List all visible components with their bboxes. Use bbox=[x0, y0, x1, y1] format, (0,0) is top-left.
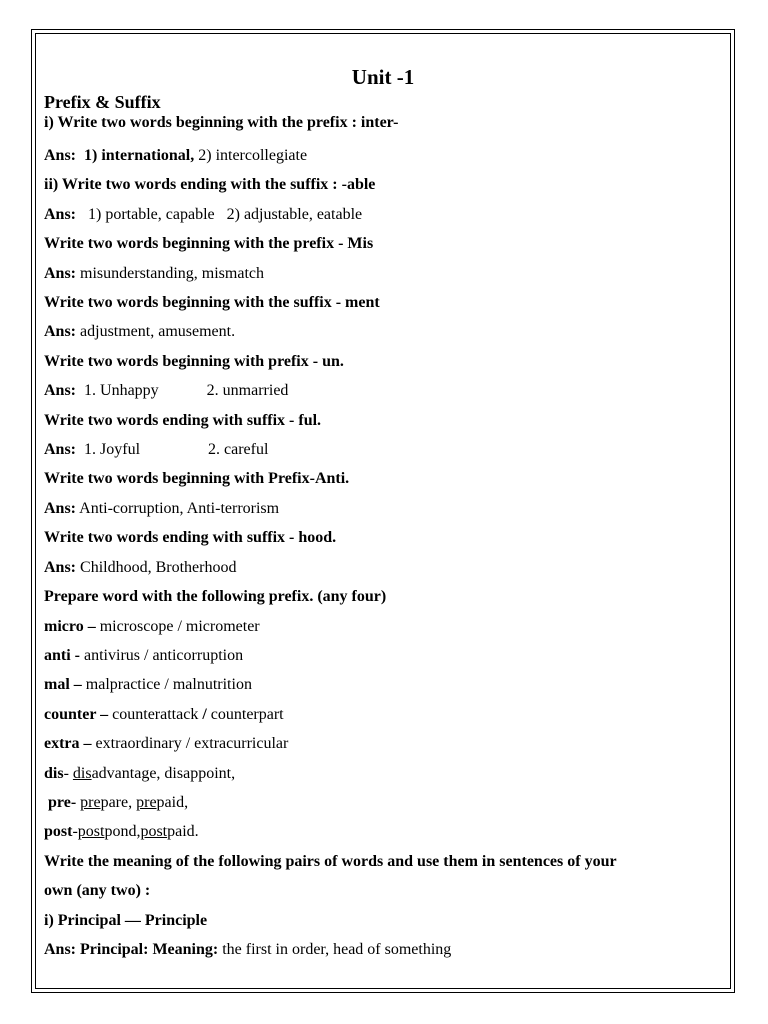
document-line bbox=[44, 317, 712, 346]
text-run: 2) intercollegiate bbox=[198, 147, 308, 164]
document-line bbox=[44, 229, 712, 258]
document-line bbox=[44, 435, 712, 464]
bold-text: extra – bbox=[44, 735, 96, 753]
text-run: the first in order, head of something bbox=[218, 940, 452, 958]
bold-text: Ans: bbox=[44, 382, 77, 400]
document-line bbox=[44, 464, 712, 493]
bold-text: Write two words ending with suffix - hood. bbox=[44, 529, 337, 547]
text-run: extraordinary / extracurricular bbox=[95, 735, 289, 753]
text-run: paid. bbox=[167, 823, 199, 841]
bold-text: Ans: bbox=[44, 264, 77, 282]
bold-text: ii) Write two words ending with the suffix : -able bbox=[44, 176, 376, 194]
text-run: misunderstanding, mismatch bbox=[76, 264, 264, 282]
text-run: malpractice / malnutrition bbox=[85, 676, 252, 694]
text-run: 1. Joyful 2. careful bbox=[76, 441, 269, 459]
document-line bbox=[44, 170, 712, 199]
bold-text: Write two words ending with suffix - ful. bbox=[44, 411, 322, 429]
text-run: antivirus / anticorruption bbox=[84, 646, 244, 664]
document-line bbox=[44, 847, 712, 876]
bold-text: Write two words beginning with the prefix - Mis bbox=[44, 235, 374, 253]
bold-text: / bbox=[202, 705, 207, 723]
bold-text: anti - bbox=[44, 646, 84, 664]
document-line bbox=[44, 935, 712, 964]
underlined-text: post bbox=[140, 823, 168, 841]
document-line bbox=[44, 141, 712, 170]
document-line bbox=[44, 788, 712, 817]
text-run: - bbox=[63, 764, 73, 782]
document-line bbox=[44, 259, 712, 288]
document-line bbox=[44, 406, 712, 435]
bold-text: post bbox=[44, 823, 73, 841]
underlined-text: pre bbox=[136, 793, 157, 811]
underlined-text: dis bbox=[72, 764, 92, 782]
document-line bbox=[44, 700, 712, 729]
document-line bbox=[44, 582, 712, 611]
text-run: Anti-corruption, Anti-terrorism bbox=[76, 499, 280, 517]
text-run: paid, bbox=[156, 793, 189, 811]
document-line bbox=[44, 523, 712, 552]
document-line bbox=[44, 759, 712, 788]
bold-text: Write two words beginning with the suffix - ment bbox=[44, 294, 380, 312]
bold-text: micro – bbox=[44, 617, 100, 635]
bold-text: Ans: 1) international, bbox=[44, 147, 199, 164]
document-line bbox=[44, 200, 712, 229]
document-line bbox=[44, 553, 712, 582]
text-run: pare, bbox=[100, 793, 137, 811]
document-line bbox=[44, 906, 712, 935]
underlined-text: pre bbox=[80, 793, 101, 811]
text-run: adjustment, amusement. bbox=[76, 323, 236, 341]
text-run: counterpart bbox=[206, 705, 284, 723]
text-run: 1. Unhappy 2. unmarried bbox=[76, 382, 289, 400]
bold-text: Write the meaning of the following pairs of words and use them in sentences of your bbox=[44, 852, 617, 870]
text-run: counterattack bbox=[112, 705, 203, 723]
document-line bbox=[44, 112, 712, 134]
text-run: microscope / micrometer bbox=[99, 617, 260, 635]
bold-text: dis bbox=[44, 764, 64, 782]
document-line bbox=[44, 817, 712, 846]
text-run: Childhood, Brotherhood bbox=[76, 558, 237, 576]
bold-text: Ans: bbox=[44, 441, 77, 459]
text-run: advantage, disappoint, bbox=[91, 764, 236, 782]
document-line bbox=[44, 347, 712, 376]
bold-text: pre- bbox=[44, 793, 81, 811]
document-lines bbox=[44, 112, 712, 964]
document-content bbox=[44, 62, 712, 964]
document-line bbox=[44, 876, 712, 905]
bold-text: i) Principal — Principle bbox=[44, 911, 208, 929]
bold-text: mal – bbox=[44, 676, 86, 694]
bold-text: counter – bbox=[44, 705, 113, 723]
document-line bbox=[44, 670, 712, 699]
document-line bbox=[44, 612, 712, 641]
bold-text: Ans: bbox=[44, 558, 77, 576]
section-heading: Prefix & Suffix bbox=[44, 92, 161, 112]
document-line bbox=[44, 641, 712, 670]
bold-text: Prepare word with the following prefix. (any four) bbox=[44, 588, 387, 606]
text-run: pond, bbox=[104, 823, 141, 841]
document-line bbox=[44, 494, 712, 523]
bold-text: Ans: Principal: Meaning: bbox=[44, 940, 219, 958]
text-run: - bbox=[72, 823, 78, 841]
document-line bbox=[44, 288, 712, 317]
underlined-text: post bbox=[77, 823, 105, 841]
bold-text: Write two words beginning with prefix - un. bbox=[44, 352, 344, 370]
bold-text: i) Write two words beginning with the prefix : inter- bbox=[44, 114, 399, 131]
text-run: 1) portable, capable 2) adjustable, eatable bbox=[76, 205, 363, 223]
bold-text: Ans: bbox=[44, 499, 77, 517]
bold-text: own (any two) : bbox=[44, 882, 151, 900]
unit-title: Unit -1 bbox=[351, 65, 415, 89]
bold-text: Ans: bbox=[44, 205, 77, 223]
document-line bbox=[44, 376, 712, 405]
document-line bbox=[44, 729, 712, 758]
bold-text: Ans: bbox=[44, 323, 77, 341]
bold-text: Write two words beginning with Prefix-Anti. bbox=[44, 470, 350, 488]
